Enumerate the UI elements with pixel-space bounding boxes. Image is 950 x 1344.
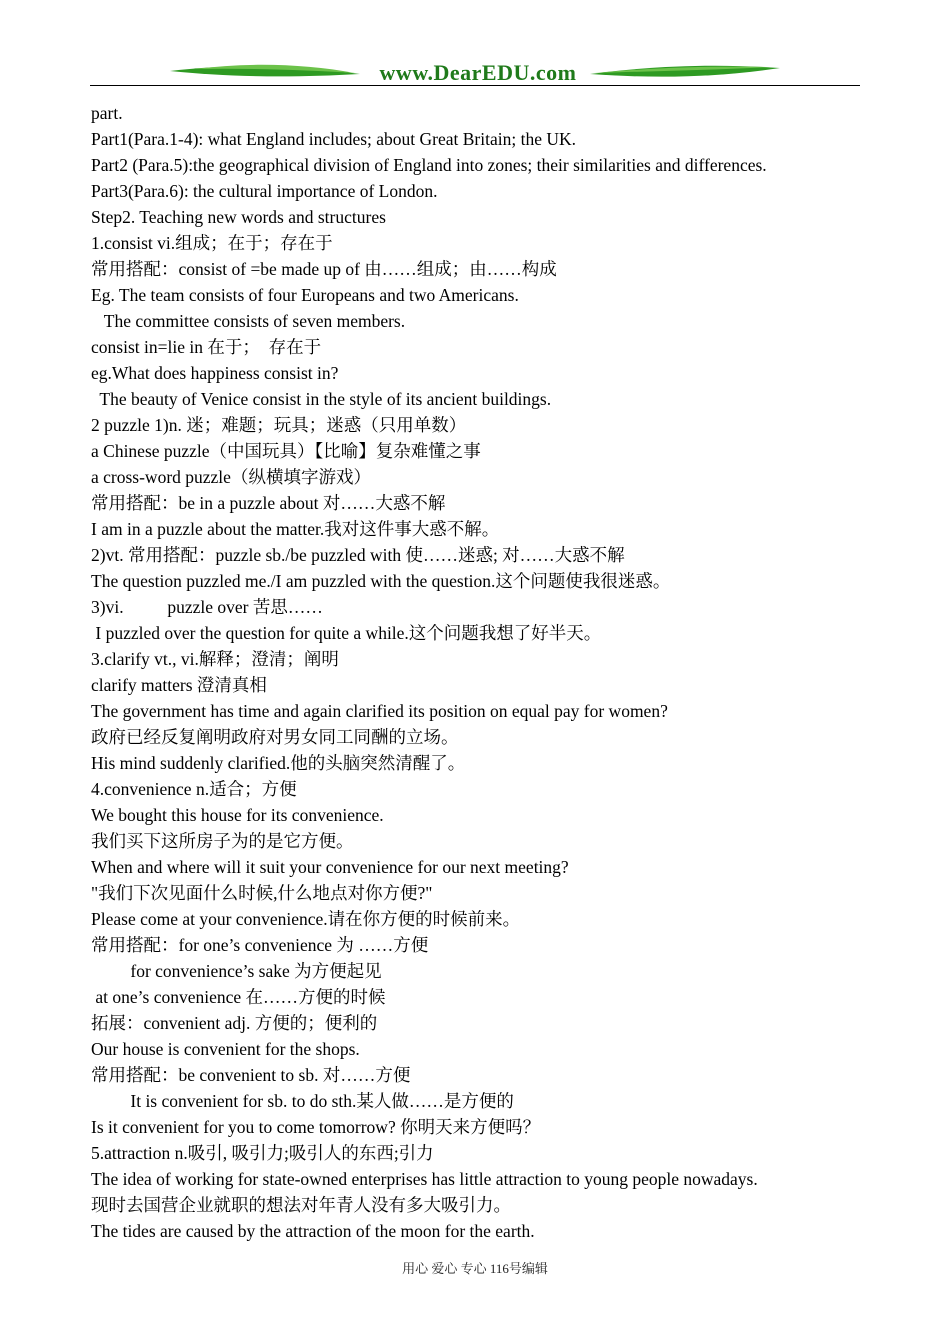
page-header [90, 58, 860, 90]
text-line: The committee consists of seven members. [91, 311, 406, 331]
text-line: clarify matters 澄清真相 [91, 675, 267, 695]
document-body [91, 100, 871, 1244]
page-footer: 用心 爱心 专心 116号编辑 [402, 1261, 548, 1276]
text-line: It is convenient for sb. to do sth.某人做……是方便的 [91, 1091, 514, 1111]
text-line: part. [91, 103, 123, 123]
text-line: 4.convenience n.适合；方便 [91, 779, 297, 799]
text-line: Step2. Teaching new words and structures [91, 207, 386, 227]
text-line: His mind suddenly clarified.他的头脑突然清醒了。 [91, 753, 466, 773]
text-line: Is it convenient for you to come tomorrow? 你明天来方便吗？ [91, 1117, 541, 1137]
text-line: I am in a puzzle about the matter.我对这件事大惑不解。 [91, 519, 500, 539]
text-line: 现时去国营企业就职的想法对年青人没有多大吸引力。 [91, 1195, 511, 1215]
text-line: We bought this house for its convenience. [91, 805, 384, 825]
text-line: I puzzled over the question for quite a while.这个问题我想了好半天。 [91, 623, 602, 643]
text-line: The government has time and again clarified its position on equal pay for women? [91, 701, 668, 721]
text-line: 常用搭配：consist of =be made up of 由……组成；由……构成 [91, 259, 557, 279]
text-line: Our house is convenient for the shops. [91, 1039, 360, 1059]
text-line: The question puzzled me./I am puzzled with the question.这个问题使我很迷惑。 [91, 571, 671, 591]
text-line: 常用搭配：be in a puzzle about 对……大惑不解 [91, 493, 446, 513]
text-line: 常用搭配：for one’s convenience 为 ……方便 [91, 935, 429, 955]
text-line: a cross-word puzzle（纵横填字游戏） [91, 467, 371, 487]
text-line: Please come at your convenience.请在你方便的时候前来。 [91, 909, 521, 929]
text-line: a Chinese puzzle（中国玩具）【比喻】复杂难懂之事 [91, 441, 481, 461]
text-line: 政府已经反复阐明政府对男女同工同酬的立场。 [91, 727, 459, 747]
text-line: When and where will it suit your convenience for our next meeting? [91, 857, 569, 877]
text-line: Part2 (Para.5):the geographical division of England into zones; their similarities and differences. [91, 155, 767, 175]
text-line: Part3(Para.6): the cultural importance of London. [91, 181, 438, 201]
text-line: at one’s convenience 在……方便的时候 [91, 987, 386, 1007]
site-logo-text: www.DearEDU.com [379, 60, 577, 85]
text-line: 3)vi. puzzle over 苦思…… [91, 597, 323, 617]
text-line: 我们买下这所房子为的是它方便。 [91, 831, 354, 851]
header-divider [90, 85, 860, 86]
text-line: Part1(Para.1-4): what England includes; about Great Britain; the UK. [91, 129, 577, 149]
text-line: consist in=lie in 在于； 存在于 [91, 337, 322, 357]
text-line: 5.attraction n.吸引, 吸引力;吸引人的东西;引力 [91, 1143, 434, 1163]
text-line: 3.clarify vt., vi.解释；澄清；阐明 [91, 649, 339, 669]
text-line: 1.consist vi.组成；在于；存在于 [91, 233, 333, 253]
text-line: 2 puzzle 1)n. 迷；难题；玩具；迷惑（只用单数） [91, 415, 467, 435]
text-line: 常用搭配：be convenient to sb. 对……方便 [91, 1065, 411, 1085]
text-line: for convenience’s sake 为方便起见 [91, 961, 382, 981]
text-line: 拓展：convenient adj. 方便的；便利的 [91, 1013, 378, 1033]
text-line: eg.What does happiness consist in? [91, 363, 339, 383]
text-line: The tides are caused by the attraction of the moon for the earth. [91, 1221, 535, 1241]
text-line: 2)vt. 常用搭配：puzzle sb./be puzzled with 使……迷惑; 对……大惑不解 [91, 545, 625, 565]
text-line: "我们下次见面什么时候,什么地点对你方便?" [91, 883, 433, 903]
text-line: The idea of working for state-owned enterprises has little attraction to young people nowadays. [91, 1169, 758, 1189]
text-line: The beauty of Venice consist in the style of its ancient buildings. [91, 389, 552, 409]
text-line: Eg. The team consists of four Europeans and two Americans. [91, 285, 519, 305]
